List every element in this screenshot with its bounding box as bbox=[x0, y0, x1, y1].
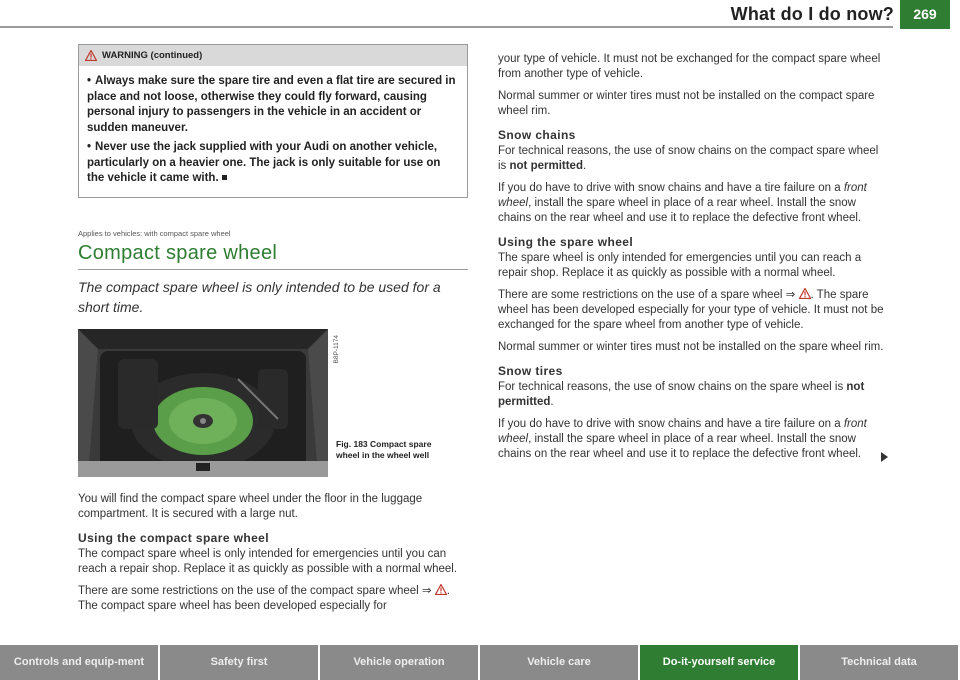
warning-triangle-icon bbox=[85, 50, 97, 61]
subheading: Snow chains bbox=[498, 128, 576, 142]
warning-body bbox=[79, 66, 467, 197]
chapter-title: What do I do now? bbox=[730, 4, 894, 24]
paragraph: If you do have to drive with snow chains and have a tire failure on a front wheel, install the spare wheel in place of a rear wheel. Install the snow chains on the rear wheel and use it to replace the defective front wheel. bbox=[498, 182, 867, 224]
figure-code: B8P-1174 bbox=[333, 334, 340, 363]
paragraph: For technical reasons, the use of snow chains on the spare wheel is not permitted. bbox=[498, 381, 865, 408]
footer-nav bbox=[0, 645, 960, 680]
paragraph: You will find the compact spare wheel under the floor in the luggage compartment. It is secured with a large nut. bbox=[78, 492, 423, 520]
paragraph: your type of vehicle. It must not be exchanged for the compact spare wheel from another type of vehicle. bbox=[498, 53, 881, 80]
right-column bbox=[498, 52, 888, 469]
paragraph: Normal summer or winter tires must not be installed on the spare wheel rim. bbox=[498, 341, 884, 353]
paragraph: There are some restrictions on the use of the compact spare wheel ⇒ . The compact spare wheel has been developed especially for bbox=[78, 584, 450, 612]
warning-heading-text: WARNING (continued) bbox=[102, 50, 203, 61]
page-number: 269 bbox=[900, 0, 950, 29]
footer-tab-safety[interactable]: Safety first bbox=[160, 645, 318, 680]
paragraph: Normal summer or winter tires must not be installed on the compact spare wheel rim. bbox=[498, 90, 875, 117]
paragraph: If you do have to drive with snow chains and have a tire failure on a front wheel, install the spare wheel in place of a rear wheel. Install the snow chains on the rear wheel and use it to replace the defective front wheel. bbox=[498, 417, 888, 462]
paragraph: For technical reasons, the use of snow chains on the compact spare wheel is not permitted. bbox=[498, 145, 879, 172]
spare-wheel-photo bbox=[78, 329, 328, 477]
paragraph: The compact spare wheel is only intended for emergencies until you can reach a repair shop. Replace it as quickly as possible with a normal wheel. bbox=[78, 547, 458, 575]
paragraph: The spare wheel is only intended for emergencies until you can reach a repair shop. Replace it as quickly as possible with a normal wheel. bbox=[498, 252, 862, 279]
warning-heading bbox=[79, 45, 467, 66]
end-of-section-icon bbox=[222, 175, 227, 180]
warning-reference-icon[interactable] bbox=[799, 288, 811, 299]
section-intro: The compact spare wheel is only intended to be used for a short time. bbox=[78, 278, 441, 315]
footer-tab-vehicle-care[interactable]: Vehicle care bbox=[480, 645, 638, 680]
left-column bbox=[78, 44, 468, 621]
applies-to-note: Applies to vehicles: with compact spare wheel bbox=[78, 228, 231, 238]
subheading: Using the compact spare wheel bbox=[78, 530, 269, 545]
footer-tab-diy-service[interactable]: Do-it-yourself service bbox=[640, 645, 798, 680]
continue-arrow-icon bbox=[881, 452, 888, 462]
warning-bullet: • Never use the jack supplied with your Audi on another vehicle, particularly on a heavier one. The jack is only suitable for use on the vehicle it came with. bbox=[87, 141, 441, 184]
warning-reference-icon[interactable] bbox=[435, 584, 447, 595]
footer-tab-controls[interactable]: Controls and equip-ment bbox=[0, 645, 158, 680]
footer-tab-technical-data[interactable]: Technical data bbox=[800, 645, 958, 680]
paragraph: There are some restrictions on the use of a spare wheel ⇒ . The spare wheel has been developed especially for your type of vehicle. It must not be exchanged for the spare wheel from another type of vehicle. bbox=[498, 289, 884, 331]
figure-caption: Fig. 183 Compact spare wheel in the wheel well bbox=[336, 438, 432, 460]
page-header bbox=[0, 0, 960, 30]
warning-bullet: • Always make sure the spare tire and even a flat tire are secured in place and not loose, otherwise they could fly forward, causing personal injury to passengers in the vehicle in an accident or sudden maneuver. bbox=[87, 75, 456, 134]
footer-tab-vehicle-operation[interactable]: Vehicle operation bbox=[320, 645, 478, 680]
subheading: Using the spare wheel bbox=[498, 235, 634, 249]
bullet-icon: • bbox=[87, 141, 92, 153]
bullet-icon: • bbox=[87, 75, 92, 87]
section-title: Compact spare wheel bbox=[78, 242, 468, 270]
warning-box bbox=[78, 44, 468, 198]
spare-wheel-illustration bbox=[78, 329, 328, 477]
figure bbox=[78, 329, 468, 477]
subheading: Snow tires bbox=[498, 364, 563, 378]
